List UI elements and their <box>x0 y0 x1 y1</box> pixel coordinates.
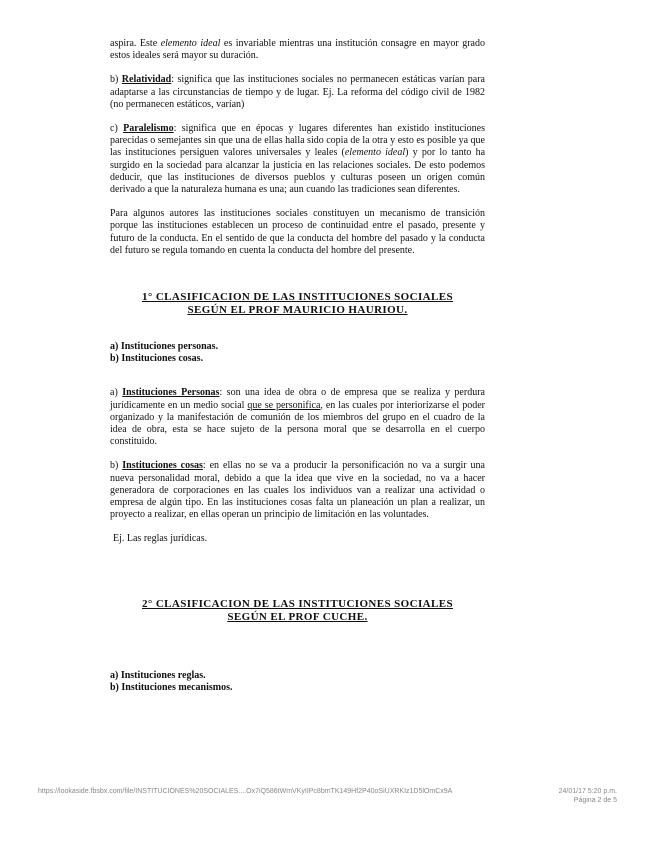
term-instituciones-cosas: Instituciones cosas <box>122 460 203 472</box>
list-item: a) Instituciones reglas. <box>110 669 206 681</box>
list-marker: b) <box>110 460 123 472</box>
term-instituciones-personas: Instituciones Personas <box>122 387 220 399</box>
paragraph-instituciones-personas <box>110 387 485 448</box>
paragraph-transicion: Para algunos autores las instituciones sociales constituyen un mecanismo de transición porque las instituciones establecen un proceso de continuidad entre el pasado, presente y futuro de la conducta. En el sentido de que la conducta del hombre del pasado y la conducta del futuro se regula tomando en cuenta la conducta del hombre del presente. <box>110 208 485 256</box>
term-paralelismo: Paralelismo <box>123 123 174 135</box>
list-marker: a) <box>110 387 123 399</box>
underlined-text: que se personifica <box>247 399 321 411</box>
paragraph-instituciones-cosas <box>110 460 485 521</box>
text: : significa que en épocas y lugares diferentes han existido instituciones parecidas o semejantes sin que una de ellas halla sido copia de la otra y esto es posible ya que las instituciones persiguen valores universales y leales ( <box>110 123 485 159</box>
text: aspira. Este <box>110 38 161 49</box>
italic-term: elemento ideal <box>160 38 221 49</box>
footer-datetime: 24/01/17 5:20 p.m. <box>558 788 617 795</box>
list-item: a) Instituciones personas. <box>110 341 219 353</box>
document-page <box>110 38 485 694</box>
heading-line: 2° CLASIFICACION DE LAS INSTITUCIONES SOCIALES <box>141 597 454 610</box>
footer-page-number: Página 2 de 5 <box>573 797 617 804</box>
term-relatividad: Relatividad <box>121 74 172 86</box>
heading-hauriou <box>110 291 485 317</box>
heading-line: SEGÚN EL PROF MAURICIO HAURIOU. <box>187 304 408 317</box>
list-marker: c) <box>110 123 124 135</box>
footer-meta <box>559 787 617 805</box>
heading-line: SEGÚN EL PROF CUCHE. <box>227 610 368 623</box>
text: : en ellas no se va a producir la personificación no va a surgir una nueva personalidad moral, debido a que la idea que vive en la sociedad, no va a hacer generadora de corporaciones en las cuales los individuos van a realizar una actividad o empresa de algún tipo. En las instituciones cosas falta un planeación un plan a realizar, un proyecto a realizar, en ellas operan un principio de limitación en las voluntades. <box>110 460 485 521</box>
list-item: b) Instituciones cosas. <box>110 353 204 365</box>
text: : significa que las instituciones sociales no permanecen estáticas varían para adaptarse a las circunstancias de tiempo y de lugar. Ej. La reforma del código civil de 1982 (no permanecen estáticos, varían) <box>110 74 485 110</box>
paragraph-example: Ej. Las reglas jurídicas. <box>113 533 208 545</box>
text: ) y por lo tanto ha surgido en la sociedad para alcanzar la justicia en las relaciones sociales. De esto podemos deducir, que las instituciones de diversos pueblos y culturas poseen un origen común derivado a que la naturaleza humana es una; aun cuando las tradiciones sean diferentes. <box>110 147 486 196</box>
heading-line: 1° CLASIFICACION DE LAS INSTITUCIONES SOCIALES <box>141 291 454 304</box>
text: es invariable mientras una institución consagre en mayor grado estos ideales será mayor su duración. <box>110 38 485 62</box>
list-hauriou <box>110 341 485 365</box>
italic-term: elemento ideal <box>344 147 406 159</box>
url-text: https://lookaside.fbsbx.com/file/INSTITUCIONES%20SOCIALES....Ox7iQ586tWmVKyIIPc8bmTK149Hf2P40oSiUXRKIz1D5lOmCx9A <box>38 788 453 795</box>
text: , en las cuales por interiorizarse el poder organizado y la manifestación de comunión de los miembros del grupo en el cuadro de la idea de obra, esta se hace sujeto de la persona moral que se desarrolla en el cuerpo constituido. <box>110 399 485 448</box>
paragraph-relatividad <box>110 74 485 111</box>
list-marker: b) <box>110 74 122 86</box>
list-cuche <box>110 670 485 694</box>
paragraph-paralelismo <box>110 123 485 196</box>
footer-url <box>38 787 508 796</box>
heading-cuche <box>110 598 485 624</box>
paragraph-ideal-element <box>110 38 485 62</box>
list-item: b) Instituciones mecanismos. <box>110 681 233 693</box>
text: : son una idea de obra o de empresa que se realiza y perdura jurídicamente en un medio social <box>110 387 485 411</box>
